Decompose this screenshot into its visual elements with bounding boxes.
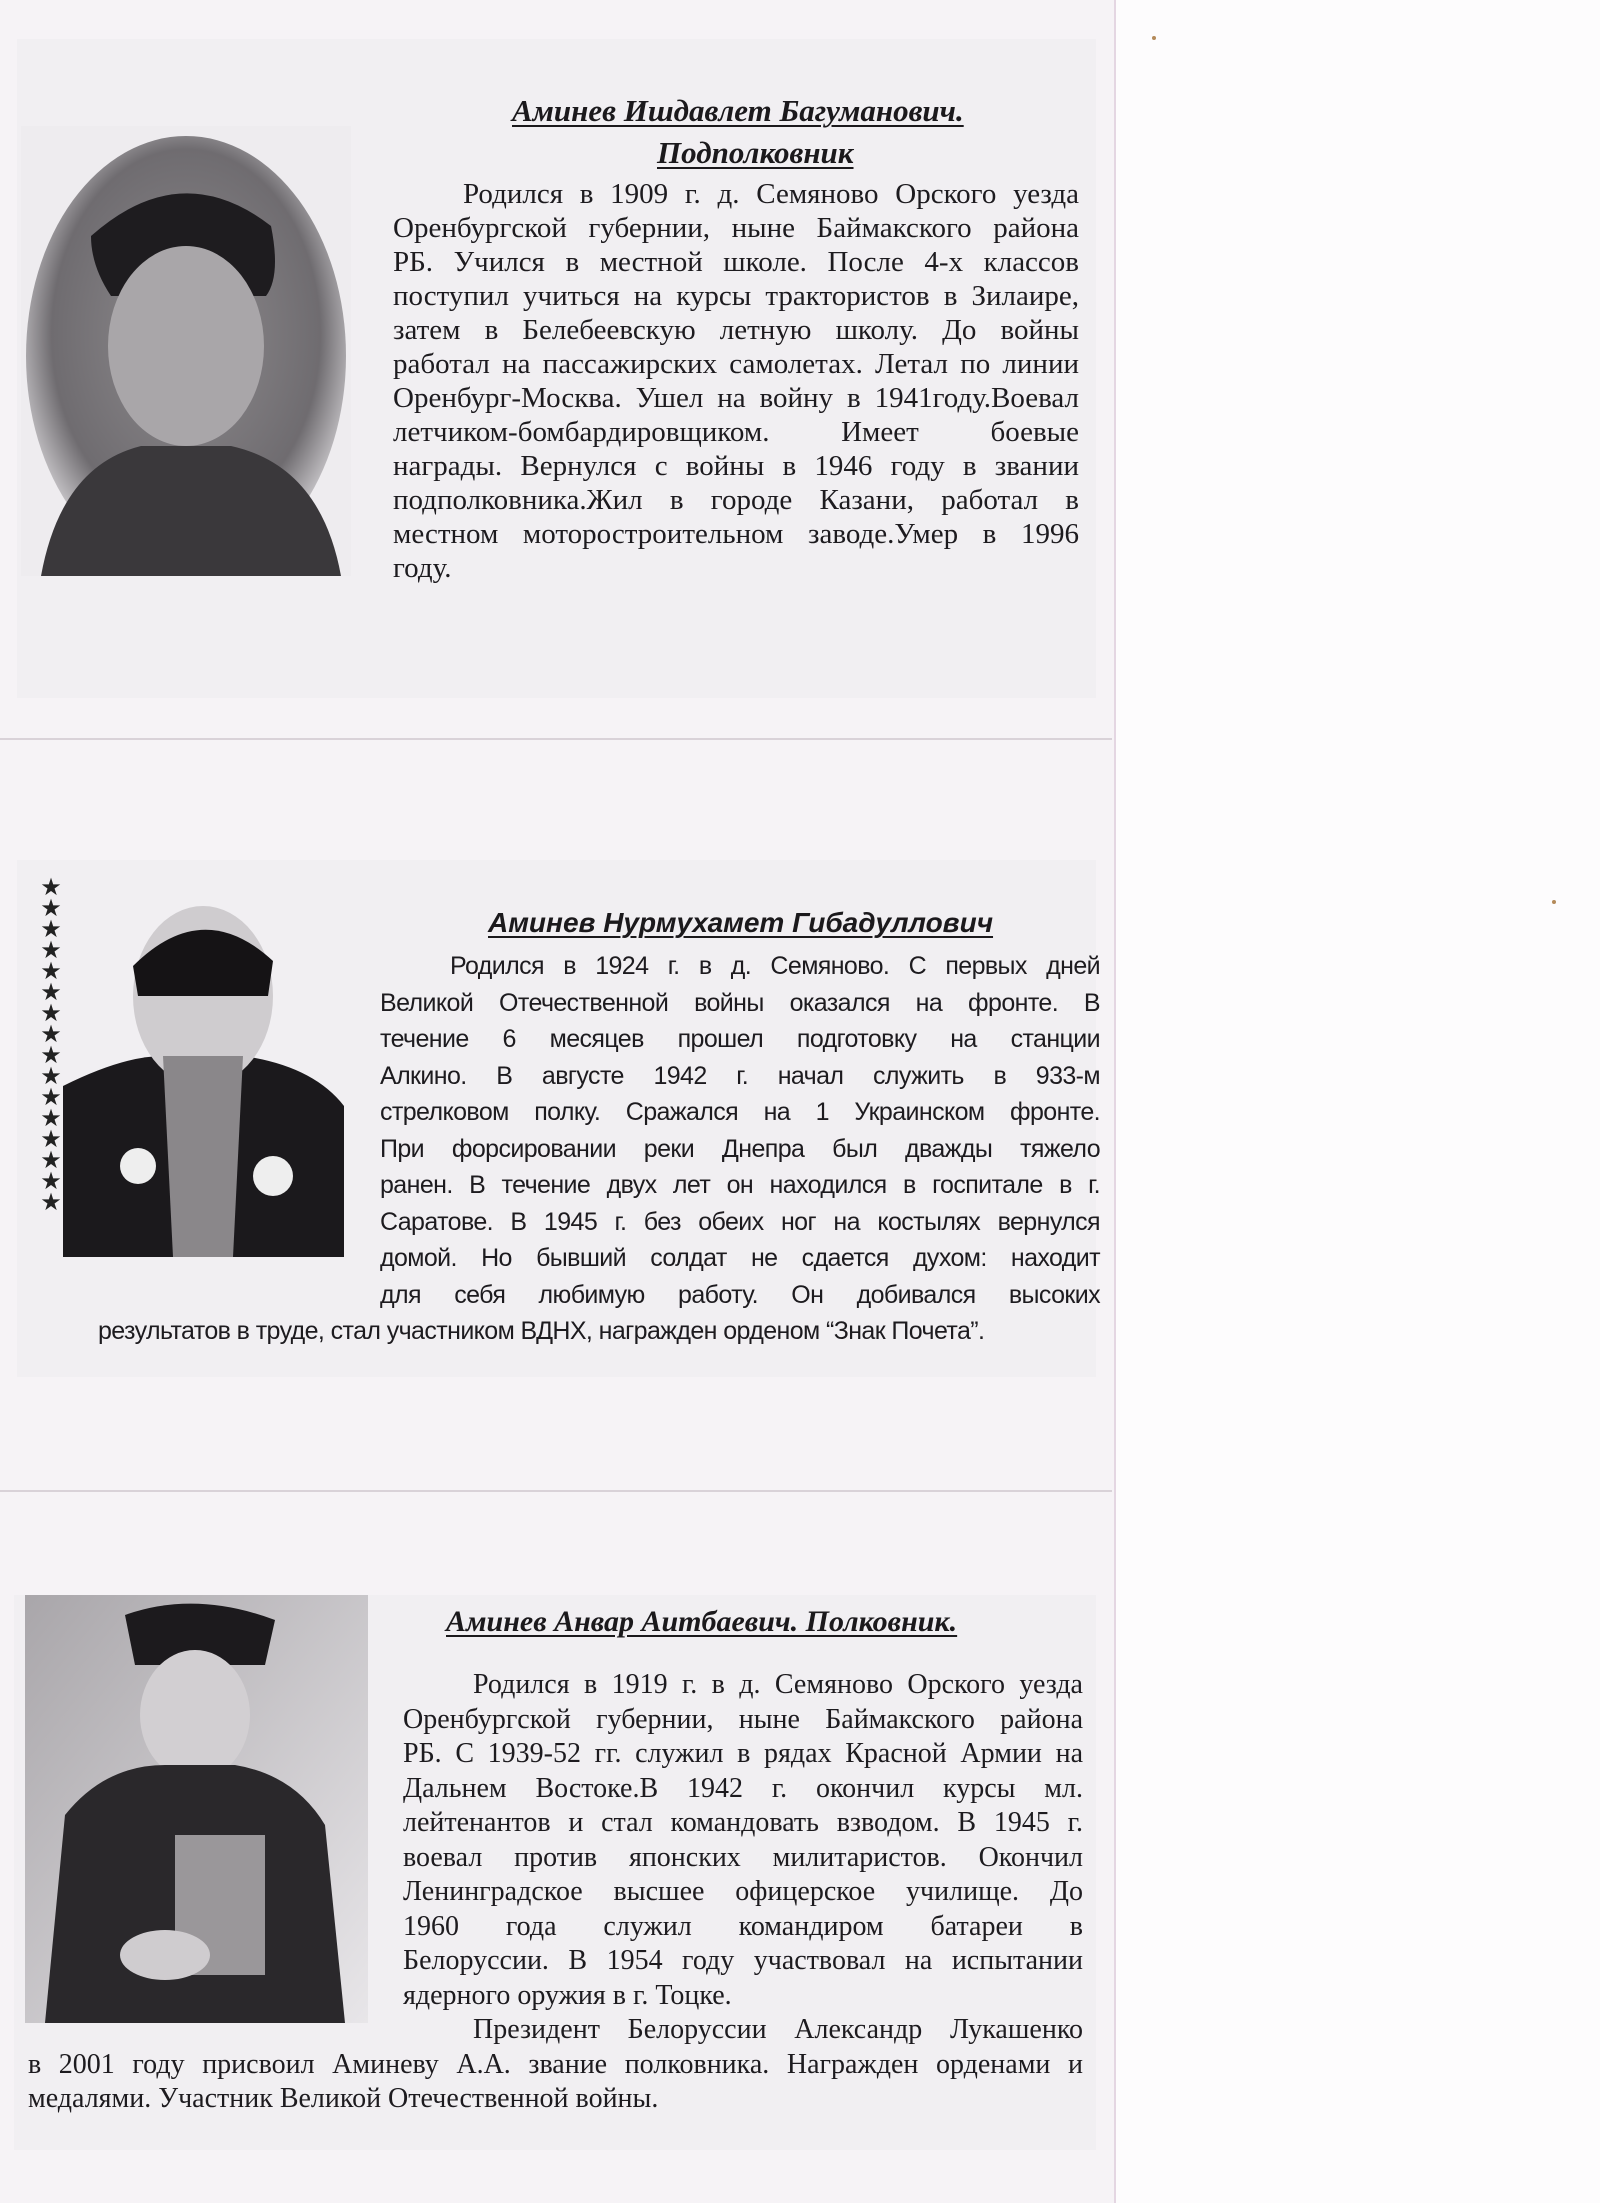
text-line: местном моторостроительном заводе.Умер в 1996 [393, 518, 1079, 550]
entry-title: Аминев Анвар Аитбаевич. Полковник. [446, 1605, 958, 1638]
text-line: Родился в 1924 г. в д. Семяново. С первых дней [450, 952, 1100, 980]
text-line: году. [393, 552, 452, 584]
divider [0, 738, 1112, 740]
text-line: воевал против японских милитаристов. Окончил [403, 1841, 1083, 1873]
biography-card-3 [14, 1595, 1096, 2150]
text-line: результатов в труде, стал участником ВДНХ, награжден орденом “Знак Почета”. [98, 1317, 985, 1345]
text-line: Оренбургской губернии, ныне Баймакского района [393, 212, 1079, 244]
portrait-photo [25, 1595, 368, 2023]
text-line: Ленинградское высшее офицерское училище. До [403, 1876, 1083, 1907]
text-line: Белоруссии. В 1954 году участвовал на испытании [403, 1945, 1083, 1976]
text-line: РБ. Учился в местной школе. После 4-х классов [393, 246, 1079, 278]
text-line: лейтенантов и стал командовать взводом. В 1945 г. [403, 1807, 1083, 1838]
text-line: медалями. Участник Великой Отечественной войны. [28, 2083, 659, 2114]
text-line: подполковника.Жил в городе Казани, работал в [393, 484, 1079, 516]
entry-rank: Подполковник [657, 135, 854, 170]
biography-text [98, 948, 1100, 1350]
text-line: ядерного оружия в г. Тоцке. [403, 1979, 732, 2011]
text-line: ранен. В течение двух лет он находился в госпитале в г. [380, 1171, 1100, 1199]
entry-title: Аминев Нурмухамет Гибадуллович [488, 907, 994, 938]
text-line: Дальнем Востоке.В 1942 г. окончил курсы мл. [403, 1772, 1083, 1804]
biography-text [393, 177, 1079, 585]
text-line: Родился в 1909 г. д. Семяново Орского уезда [463, 178, 1079, 210]
text-line: Президент Белоруссии Александр Лукашенко [473, 2014, 1083, 2045]
portrait-image [25, 1595, 368, 2023]
portrait-photo [63, 906, 344, 1257]
text-line: стрелковом полку. Сражался на 1 Украинском фронте. [380, 1098, 1100, 1126]
divider [0, 1490, 1112, 1492]
speck [1552, 900, 1556, 904]
portrait-image [21, 126, 351, 576]
speck [1152, 36, 1156, 40]
text-line: РБ. С 1939-52 гг. служил в рядах Красной Армии на [403, 1738, 1083, 1769]
blank-right-page [1114, 0, 1600, 2203]
text-line: течение 6 месяцев прошел подготовку на станции [380, 1025, 1100, 1053]
text-line: Саратове. В 1945 г. без обеих ног на костылях вернулся [380, 1207, 1100, 1236]
biography-text [28, 1668, 1083, 2117]
text-line: 1960 года служил командиром батареи в [403, 1910, 1083, 1942]
text-line: При форсировании реки Днепра был дважды тяжело [380, 1134, 1100, 1163]
portrait-photo [21, 126, 351, 576]
text-line: Оренбург-Москва. Ушел на войну в 1941году.Воевал [393, 382, 1079, 414]
text-line: Родился в 1919 г. в д. Семяново Орского уезда [473, 1669, 1083, 1700]
text-line: домой. Но бывший солдат не сдается духом: находит [380, 1244, 1100, 1272]
star-border: ★★★★★★★★★★★★★★★★ [40, 875, 62, 1216]
text-line: Оренбургской губернии, ныне Баймакского района [403, 1703, 1083, 1735]
entry-title: Аминев Ишдавлет Багуманович. [512, 93, 964, 128]
text-line: затем в Белебеевскую летную школу. До войны [393, 314, 1079, 346]
text-line: Алкино. В августе 1942 г. начал служить в 933-м [380, 1061, 1100, 1090]
text-line: награды. Вернулся с войны в 1946 году в звании [393, 450, 1079, 482]
portrait-image [63, 906, 344, 1257]
text-line: поступил учиться на курсы трактористов в Зилаире, [393, 280, 1079, 312]
text-line: Великой Отечественной войны оказался на фронте. В [380, 988, 1100, 1017]
text-line: работал на пассажирских самолетах. Летал по линии [393, 348, 1079, 380]
biography-card-1 [17, 39, 1096, 698]
text-line: в 2001 году присвоил Аминеву А.А. звание полковника. Награжден орденами и [28, 2048, 1083, 2080]
text-line: для себя любимую работу. Он добивался высоких [380, 1280, 1100, 1309]
text-line: летчиком-бомбардировщиком. Имеет боевые [393, 416, 1079, 448]
biography-card-2 [17, 860, 1100, 1377]
